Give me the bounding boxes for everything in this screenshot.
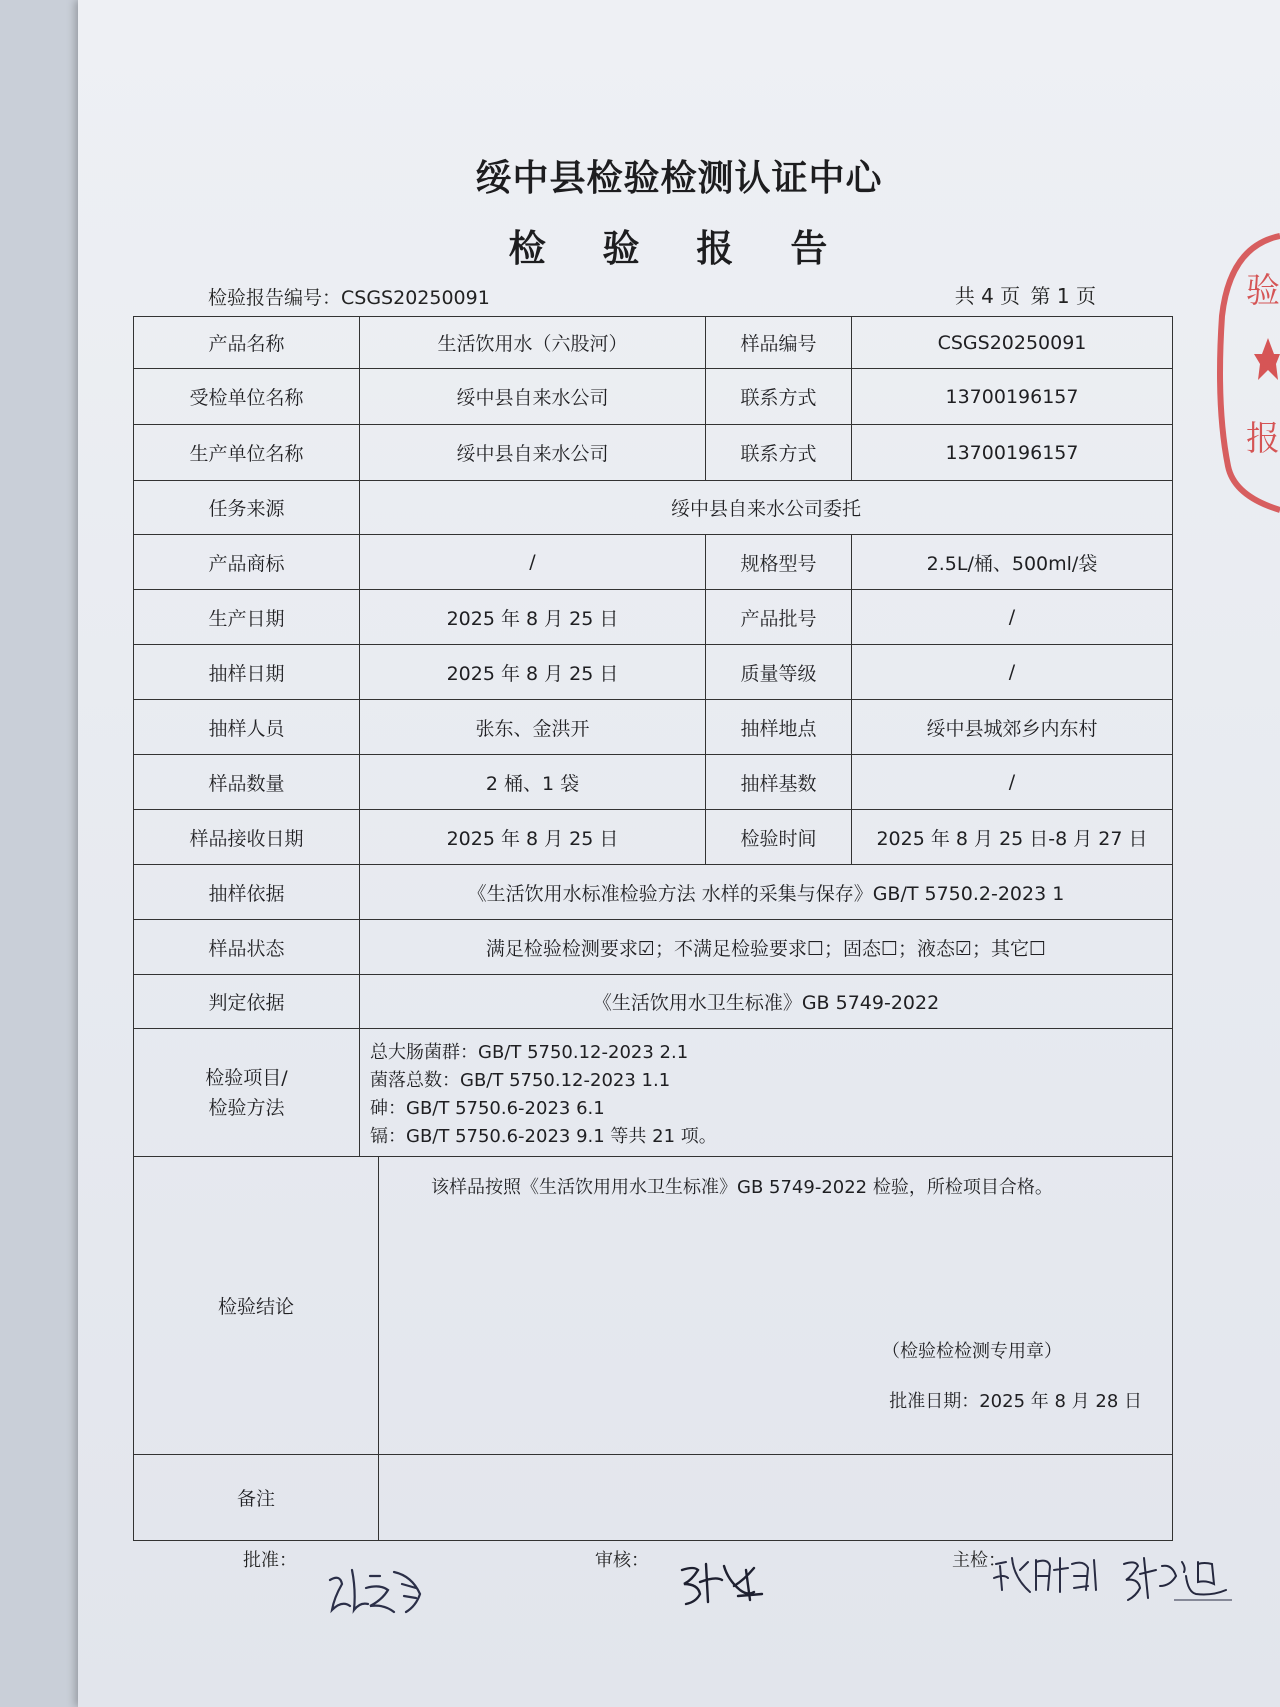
list-item: 总大肠菌群：GB/T 5750.12-2023 2.1 <box>370 1042 689 1063</box>
conclusion-block <box>379 1157 1172 1454</box>
test-time: 2025 年 8 月 25 日-8 月 27 日 <box>876 827 1148 850</box>
base-label: 抽样基数 <box>706 755 852 809</box>
task-source: 绥中县自来水公司委托 <box>670 498 861 520</box>
table-row <box>134 1157 1172 1455</box>
approve-label: 批准： <box>243 1550 297 1571</box>
reviewer-signature <box>676 1556 786 1612</box>
batch: / <box>1008 606 1016 628</box>
contact-phone: 13700196157 <box>945 385 1079 408</box>
remarks-label: 备注 <box>134 1455 379 1540</box>
receive-date-label: 样品接收日期 <box>134 810 360 864</box>
table-row <box>134 1029 1172 1157</box>
sampling-site: 绥中县城郊乡内东村 <box>926 717 1098 740</box>
judgment-basis-label: 判定依据 <box>134 975 360 1028</box>
spec-label: 规格型号 <box>706 535 852 589</box>
report-title: 检 验 报 告 <box>508 227 850 270</box>
product-name: 生活饮用水（六股河） <box>360 317 706 368</box>
batch-label: 产品批号 <box>706 590 852 644</box>
sampling-basis: 《生活饮用水标准检验方法 水样的采集与保存》GB/T 5750.2-2023 1 <box>467 882 1065 905</box>
report-table <box>133 316 1173 1541</box>
sampling-basis-label: 抽样依据 <box>134 865 360 919</box>
contact-label: 联系方式 <box>706 425 852 480</box>
table-row <box>134 590 1172 645</box>
table-row <box>134 481 1172 535</box>
items-list <box>360 1029 1172 1156</box>
producer-label: 生产单位名称 <box>134 425 360 480</box>
items-label <box>134 1029 360 1156</box>
seal-note: （检验检检测专用章） <box>882 1341 1062 1362</box>
sampler: 张东、金洪开 <box>360 700 706 754</box>
sample-state-label: 样品状态 <box>134 920 360 974</box>
product-name-label: 产品名称 <box>134 317 360 368</box>
judgment-basis: 《生活饮用水卫生标准》GB 5749-2022 <box>592 992 940 1014</box>
prod-date: 2025 年 8 月 25 日 <box>360 590 706 644</box>
producer: 绥中县自来水公司 <box>360 425 706 480</box>
contact-label: 联系方式 <box>706 369 852 424</box>
table-row <box>134 920 1172 975</box>
sample-state: 满足检验检测要求☑；不满足检验要求☐；固态☐；液态☑；其它☐ <box>485 937 1047 960</box>
items-label-line2: 检验方法 <box>208 1096 285 1119</box>
prod-date-label: 生产日期 <box>134 590 360 644</box>
svg-text:报: 报 <box>1246 419 1280 459</box>
table-row <box>134 317 1172 369</box>
table-row <box>134 425 1172 481</box>
table-row <box>134 865 1172 920</box>
inspected-unit: 绥中县自来水公司 <box>360 369 706 424</box>
table-row <box>134 1455 1172 1540</box>
review-label: 审核： <box>595 1550 649 1571</box>
sampling-date: 2025 年 8 月 25 日 <box>360 645 706 699</box>
org-title: 绥中县检验检测认证中心 <box>475 158 883 199</box>
sampling-date-label: 抽样日期 <box>134 645 360 699</box>
conclusion-label: 检验结论 <box>134 1157 379 1454</box>
main-inspector-label: 主检： <box>952 1550 1006 1571</box>
trademark-label: 产品商标 <box>134 535 360 589</box>
items-label-line1: 检验项目/ <box>205 1066 288 1089</box>
quantity: 2 桶、1 袋 <box>360 755 706 809</box>
list-item: 菌落总数：GB/T 5750.12-2023 1.1 <box>370 1070 671 1091</box>
inspector2-signature <box>1118 1550 1238 1606</box>
svg-text:验: 验 <box>1246 271 1280 311</box>
grade: / <box>1008 661 1016 683</box>
sample-no-label: 样品编号 <box>706 317 852 368</box>
table-row <box>134 535 1172 590</box>
red-seal-stamp <box>1210 220 1280 520</box>
report-number: 检验报告编号：CSGS20250091 <box>208 287 490 309</box>
table-row <box>134 645 1172 700</box>
base: / <box>1008 771 1016 793</box>
total-pages: 共 4 页 <box>954 284 1021 308</box>
sampler-label: 抽样人员 <box>134 700 360 754</box>
remarks-value <box>379 1455 1172 1540</box>
contact-phone: 13700196157 <box>945 441 1079 464</box>
table-row <box>134 755 1172 810</box>
conclusion-text: 该样品按照《生活饮用用水卫生标准》GB 5749-2022 检验，所检项目合格。 <box>431 1177 1053 1198</box>
table-row <box>134 810 1172 865</box>
grade-label: 质量等级 <box>706 645 852 699</box>
table-row <box>134 975 1172 1029</box>
receive-date: 2025 年 8 月 25 日 <box>360 810 706 864</box>
inspector1-signature <box>990 1548 1108 1604</box>
test-time-label: 检验时间 <box>706 810 852 864</box>
current-page: 第 1 页 <box>1030 284 1096 308</box>
task-source-label: 任务来源 <box>134 481 360 534</box>
approver-signature <box>322 1562 432 1622</box>
trademark: / <box>360 535 706 589</box>
page-info <box>951 280 1096 309</box>
table-row <box>134 369 1172 425</box>
table-row <box>134 700 1172 755</box>
sampling-site-label: 抽样地点 <box>706 700 852 754</box>
list-item: 镉：GB/T 5750.6-2023 9.1 等共 21 项。 <box>370 1126 717 1147</box>
sample-no: CSGS20250091 <box>937 331 1087 354</box>
quantity-label: 样品数量 <box>134 755 360 809</box>
approval-date: 批准日期：2025 年 8 月 28 日 <box>889 1391 1142 1412</box>
spec: 2.5L/桶、500ml/袋 <box>926 552 1098 575</box>
inspected-unit-label: 受检单位名称 <box>134 369 360 424</box>
list-item: 砷：GB/T 5750.6-2023 6.1 <box>370 1098 605 1119</box>
